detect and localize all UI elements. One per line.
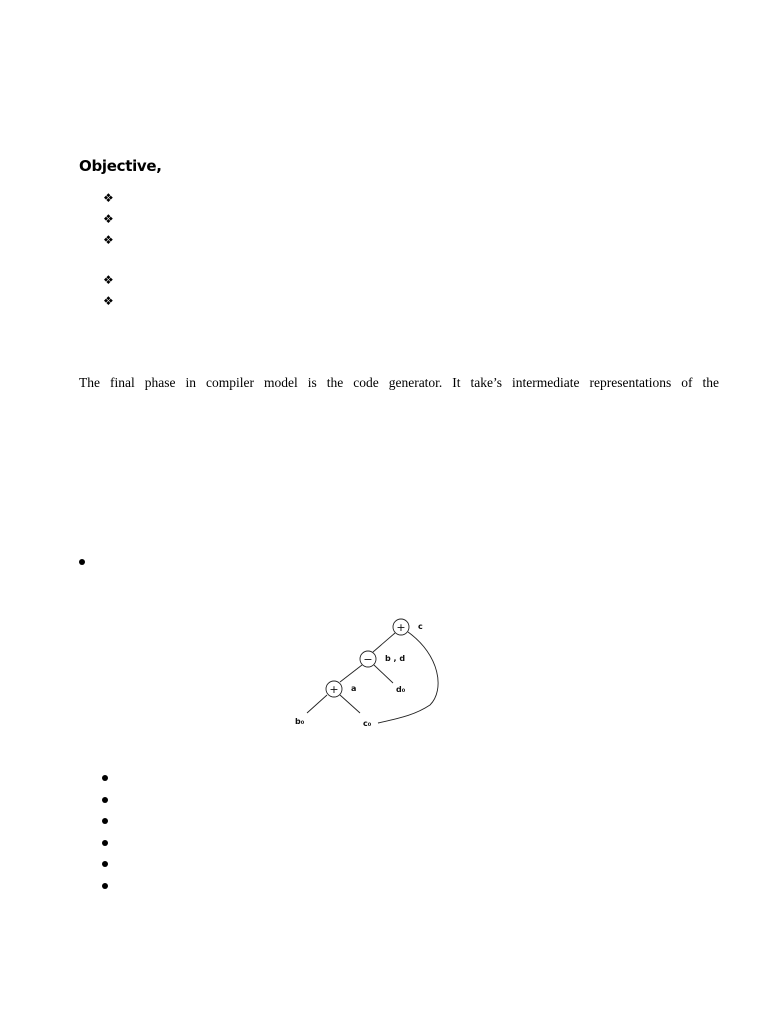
diamond-bullet-icon: ❖ (103, 212, 114, 226)
bullet-dot-icon (102, 861, 108, 867)
dag-leaf-label: c₀ (363, 719, 372, 728)
dag-edge (340, 695, 360, 713)
dag-edge (307, 695, 327, 713)
dag-node-label: c (418, 622, 423, 631)
dag-node-label: b , d (385, 654, 406, 663)
diamond-bullet-icon: ❖ (103, 294, 114, 308)
dag-node-operator: + (329, 683, 339, 696)
objective-heading: Objective, (79, 157, 162, 175)
bullet-dot-icon (102, 883, 108, 889)
dag-leaf-label: d₀ (396, 685, 406, 694)
bullet-dot-icon (102, 797, 108, 803)
dag-edge (374, 665, 393, 683)
dag-leaf-label: b₀ (295, 717, 305, 726)
bullet-dot-icon (102, 840, 108, 846)
bullet-dot-icon (102, 775, 108, 781)
dag-diagram (280, 610, 450, 735)
bullet-dot-icon (102, 818, 108, 824)
dag-node-operator: + (396, 621, 406, 634)
diamond-bullet-icon: ❖ (103, 273, 114, 287)
intro-paragraph: The final phase in compiler model is the code generator. It take’s intermediate representations of the (79, 375, 719, 390)
dag-node-label: a (351, 684, 357, 693)
dag-edge (373, 633, 395, 652)
diamond-bullet-icon: ❖ (103, 233, 114, 247)
bullet-dot-icon (79, 559, 85, 565)
dag-node-operator: − (363, 653, 373, 666)
diamond-bullet-icon: ❖ (103, 191, 114, 205)
dag-edge (340, 665, 362, 682)
